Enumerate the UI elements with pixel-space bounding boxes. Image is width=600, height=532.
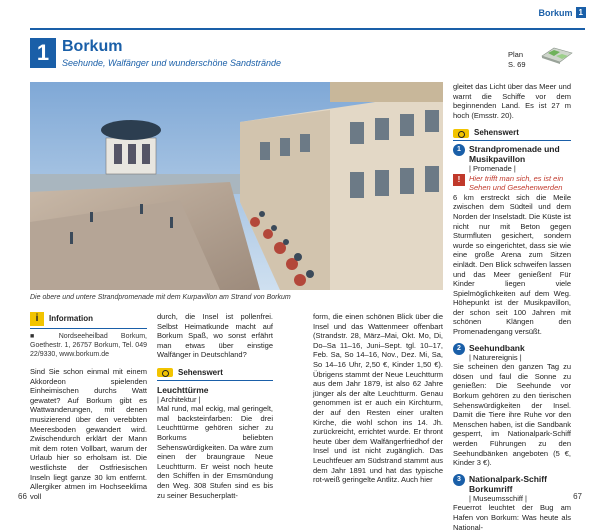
intro-text-continued: durch, die Insel ist pollenfrei. Selbst Heimatkunde macht auf Borkum Spaß, wo sonst erfährt man etwas über einstige Walfänger in Deutschland?: [157, 312, 273, 360]
sight-3: [453, 474, 571, 504]
column-1: [30, 312, 147, 501]
sight-2-title: Seehundbank: [469, 342, 525, 353]
plan-page: S. 69: [508, 60, 526, 69]
sight-1-text: 6 km erstreckt sich die Meile zwischen dem Südteil und dem Norden der Inselstadt. Die Küste ist nicht nur mit Beton gegen Sturmfluten gesichert, sondern wurde so eingerichtet, dass sie wie eine große Arena zum Sitzen einlädt. Den Blick schweifen lassen und das Meer genießen! Für Kinder liegen viele Spielmöglichkeiten auf dem Weg. Höhepunkt ist der Musikpavillon, der schon seit 100 Jahren mit schönen Klängen den Promenadengang versüßt.: [453, 192, 571, 337]
top-rule: [30, 28, 585, 30]
sight-number-badge: 2: [453, 343, 465, 355]
sight-2-category: | Naturereignis |: [469, 352, 522, 362]
sight-number-badge: 1: [453, 144, 465, 156]
leuchttuerme-text-continued: form, die einen schönen Blick über die Insel und das Wattenmeer offenbart (Strandstr. 28, März–Mai, Okt. Mo, Di, Do–Sa 11–16, Juni–Sept. tgl. 10–17, Feb. Sa, So 14–16, Nov., Dez. Mi, Sa, So 14–16 Uhr, 2,50 €, Kinder 1,50 €). Übrigens stammt der Neue Leuchtturm aus dem Jahr 1879, ist also 62 Jahre jünger als der alte Leuchtturm. Genau genommen ist er auch ein Kirchturm, der auf den Resten einer uralten Kirche, die wohl schon ins 14. Jh. zurückreicht, errichtet wurde. Er thront heute über dem Walfängerfriedhof der Insel und ist nicht zugänglich. Das Leuchtfeuer am Südstrand stammt aus dem Jahr 1891 und hat das typische rot-weiß geringelte Antlitz. Auch hier: [313, 312, 443, 485]
sights-heading-label: Sehenswert: [178, 367, 223, 377]
sight-1: [453, 144, 571, 174]
chapter-number: 1: [30, 38, 56, 68]
info-heading: [30, 312, 147, 329]
chapter-title: Borkum: [62, 38, 123, 55]
sight-3-category: | Museumsschiff |: [469, 493, 527, 503]
column-2: [157, 312, 273, 500]
running-head-label: Borkum: [538, 7, 573, 18]
square-bullet-icon: ■: [30, 333, 59, 340]
sights-heading: [157, 368, 273, 381]
sights-heading-label: Sehenswert: [474, 128, 519, 138]
sight-3-text: Feuerrot leuchtet der Bug am Hafen von Borkum: Was heute als National-: [453, 503, 571, 532]
running-head: [539, 7, 586, 18]
eye-icon: [157, 368, 173, 377]
sight-2-text: Sie scheinen den ganzen Tag zu dösen und faul die Sonne zu genießen: Die Seehunde vor Borkum gehören zu den tierischen Sehenswürdigkeiten der Insel. Damit die Tiere ihre Ruhe vor den Menschen haben, ist die Sandbank gesperrt, im Nationalpark-Schiff werden Führungen zu den Seehundbänken angeboten (5 €, Kinder 3 €).: [453, 362, 571, 468]
exclamation-icon: !: [453, 174, 465, 186]
chapter-subtitle: Seehunde, Walfänger und wunderschöne Sandstrände: [62, 58, 281, 68]
plan-reference[interactable]: [508, 50, 526, 70]
column-4: [453, 82, 571, 532]
leuchttuerme-title: Leuchttürme: [157, 384, 209, 395]
info-heading-label: Information: [49, 314, 93, 324]
intro-text: Sind Sie schon einmal mit einem Akkordeon spielenden Einheimischen durchs Watt gewatet? Auf Borkum gibt es Wattwanderungen, mit denen musizierend über den verebbten Meeresboden gewandert wird. Zwischendurch erklärt der Mann mit dem roten Vollbart, warum der Urlaub hier so erholsam ist. Die westlichste der Ostfriesischen Inseln liegt ganze 30 km entfernt. Allergiker atmen im Hochseeklima voll: [30, 367, 147, 501]
column-3: [313, 312, 443, 485]
sights-heading-2: [453, 128, 571, 141]
eye-icon: [453, 129, 469, 138]
page-number-left: 66: [18, 492, 27, 501]
photo-caption: Die obere und untere Strandpromenade mit dem Kurpavillon am Strand von Borkum: [30, 294, 291, 301]
sight-1-category: | Promenade |: [469, 163, 516, 173]
sight-1-tip: [453, 174, 571, 193]
sight-1-tip-text: Hier trifft man sich, es ist ein Sehen und Gesehenwerden: [469, 173, 564, 193]
promenade-photo: [30, 82, 443, 290]
leuchttuerme-text: Mal rund, mal eckig, mal geringelt, mal backsteinfarben: Die drei Leuchttürme gehören sicher zu Borkums beliebten Sehenswürdigkeiten. Da wäre zum einen der braungraue Neue Leuchtturm. Er weist noch heute den Schiffen in der Emsmündung den Weg. 308 Stufen sind es bis zu seiner Besucherplatt-: [157, 404, 273, 500]
sight-number-badge: 3: [453, 474, 465, 486]
leuchttuerme-text-end: gleitet das Licht über das Meer und warnt die Schiffe vor dem beginnenden Land. Es ist 27 m hoch (Emsstr. 20).: [453, 82, 571, 120]
info-icon: i: [30, 312, 44, 326]
map-icon: [540, 44, 574, 66]
running-head-number: 1: [576, 7, 586, 18]
plan-label: Plan: [508, 50, 524, 59]
sight-2: [453, 343, 571, 363]
sight-3-title: Nationalpark-Schiff Borkumriff: [469, 473, 547, 494]
leuchttuerme-category: | Architektur |: [157, 394, 201, 404]
sight-1-title: Strandpromenade und Musikpavillon: [469, 143, 560, 164]
page-number-right: 67: [573, 492, 582, 501]
info-text: ■ Nordseeheilbad Borkum, Goethestr. 1, 26757 Borkum, Tel. 049 22/9330, www.borkum.de: [30, 333, 147, 358]
